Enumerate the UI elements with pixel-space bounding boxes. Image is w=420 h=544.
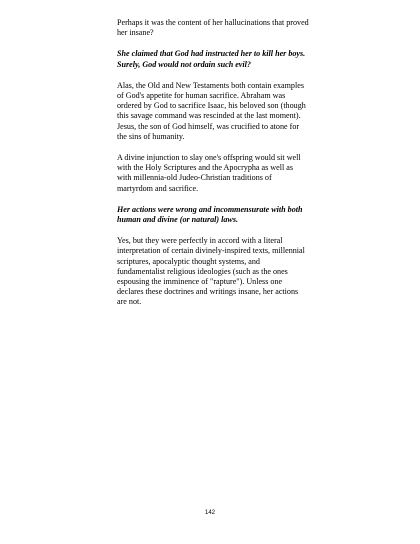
question-1: She claimed that God had instructed her to kill her boys. Surely, God would not ordain such evil?	[117, 49, 306, 69]
text-body	[117, 18, 309, 319]
page-number: 142	[204, 510, 215, 516]
question-2: Her actions were wrong and incommensurate with both human and divine (or natural) laws.	[117, 204, 303, 225]
paragraph-1: Perhaps it was the content of her hallucinations that proved her insane?	[117, 18, 309, 38]
paragraph-3: A divine injunction to slay one's offspring would sit well with the Holy Scriptures and the Apocrypha as well as with millennia-old Judeo-Christian traditions of martyrdom and sacrifice.	[117, 153, 301, 193]
paragraph-2: Alas, the Old and New Testaments both contain examples of God's appetite for human sacrifice. Abraham was ordered by God to sacrifice Isaac, his beloved son (though this savage command was rescinded at the last moment). Jesus, the son of God himself, was crucified to atone for the sins of humanity.	[117, 80, 306, 141]
paragraph-4: Yes, but they were perfectly in accord with a literal interpretation of certain divinely-inspired texts, millennial scriptures, apocalyptic thought systems, and fundamentalist religious ideologies (such as the ones espousing the imminence of "rapture"). Unless one declares these doctrines and writings insane, her actions are not.	[117, 236, 305, 307]
